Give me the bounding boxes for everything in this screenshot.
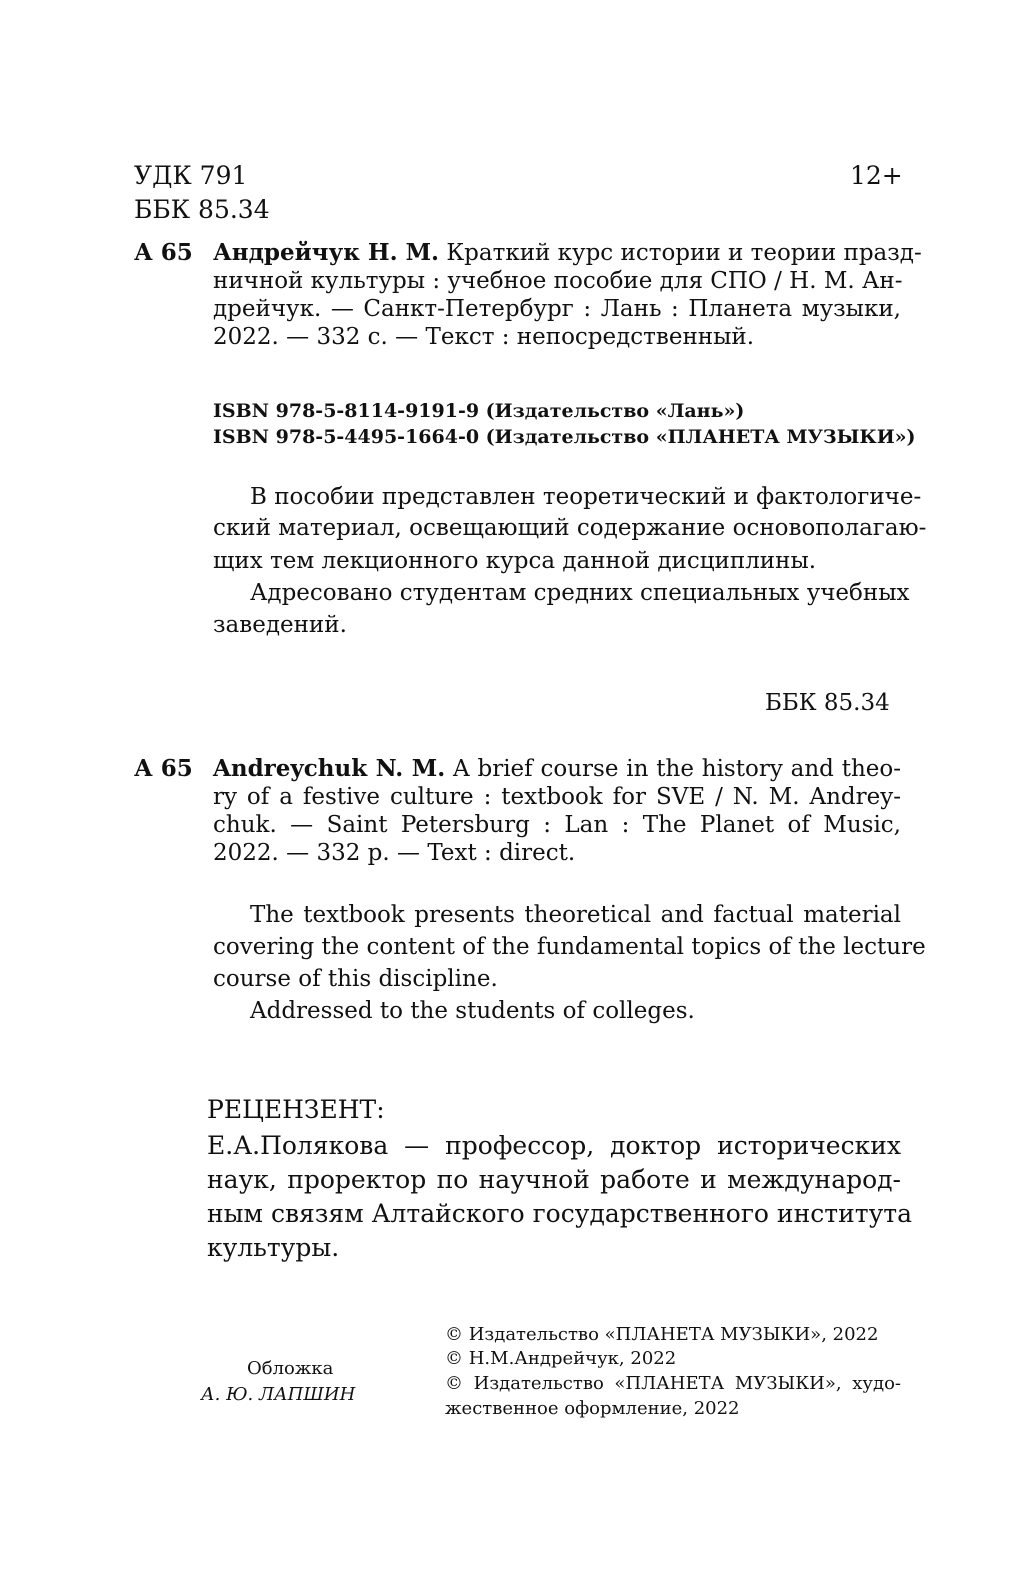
cover-label: Обложка: [247, 1358, 334, 1379]
reviewer-line-4: культуры.: [207, 1233, 340, 1262]
en-abstract-line-3: course of this discipline.: [213, 966, 498, 992]
ru-entry-line-3: дрейчук. — Санкт-Петербург : Лань : Планета музыки,: [213, 296, 901, 322]
ru-author-mark: А 65: [134, 239, 193, 266]
ru-abstract-line-1: В пособии представлен теоретический и фактологиче-: [250, 484, 922, 510]
en-entry-line-3: chuk. — Saint Petersburg : Lan : The Planet of Music,: [213, 812, 901, 838]
reviewer-line-3: ным связям Алтайского государственного института: [207, 1199, 913, 1228]
ru-author-name: Андрейчук Н. М.: [213, 239, 440, 266]
isbn-lan: ISBN 978-5-8114-9191-9 (Издательство «Лань»): [213, 400, 745, 422]
en-author-mark: А 65: [134, 755, 193, 782]
ru-abstract-line-3: щих тем лекционного курса данной дисциплины.: [213, 548, 817, 574]
cover-artist: А. Ю. ЛАПШИН: [201, 1384, 356, 1405]
ru-entry-line-4: 2022. — 332 с. — Текст : непосредственный.: [213, 324, 755, 350]
en-abstract-line-1: The textbook presents theoretical and factual material: [250, 902, 901, 928]
isbn-planeta: ISBN 978-5-4495-1664-0 (Издательство «ПЛАНЕТА МУЗЫКИ»): [213, 426, 916, 448]
ru-title-start: Краткий курс истории и теории празд-: [446, 240, 922, 266]
bbk-code: ББК 85.34: [134, 195, 270, 224]
en-abstract-line-4: Addressed to the students of colleges.: [250, 998, 695, 1024]
copyright-line-1: © Издательство «ПЛАНЕТА МУЗЫКИ», 2022: [445, 1324, 879, 1345]
en-abstract-line-2: covering the content of the fundamental topics of the lecture: [213, 934, 926, 960]
en-entry-line-4: 2022. — 332 p. — Text : direct.: [213, 840, 576, 866]
copyright-line-3: © Издательство «ПЛАНЕТА МУЗЫКИ», худо-: [445, 1373, 901, 1394]
udk-code: УДК 791: [134, 161, 248, 190]
copyright-line-4: жественное оформление, 2022: [445, 1398, 740, 1419]
ru-entry-line-1: [213, 238, 922, 268]
en-entry-line-2: ry of a festive culture : textbook for SVE / N. M. Andrey-: [213, 784, 901, 810]
en-author-name: Andreychuk N. M.: [213, 755, 446, 782]
en-title-start: A brief course in the history and theo-: [453, 756, 901, 782]
ru-abstract-line-5: заведений.: [213, 612, 347, 638]
copyright-line-2: © Н.М.Андрейчук, 2022: [445, 1348, 677, 1369]
ru-abstract-line-2: ский материал, освещающий содержание основополагаю-: [213, 515, 927, 541]
bbk-right: ББК 85.34: [765, 690, 890, 716]
reviewer-line-1: Е.А.Полякова — профессор, доктор исторических: [207, 1131, 901, 1160]
ru-abstract-line-4: Адресовано студентам средних специальных учебных: [250, 580, 910, 606]
reviewer-line-2: наук, проректор по научной работе и международ-: [207, 1165, 901, 1194]
en-entry-line-1: [213, 754, 901, 784]
reviewer-heading: РЕЦЕНЗЕНТ:: [207, 1095, 385, 1124]
age-rating: 12+: [850, 161, 903, 190]
ru-entry-line-2: ничной культуры : учебное пособие для СПО / Н. М. Ан-: [213, 268, 903, 294]
